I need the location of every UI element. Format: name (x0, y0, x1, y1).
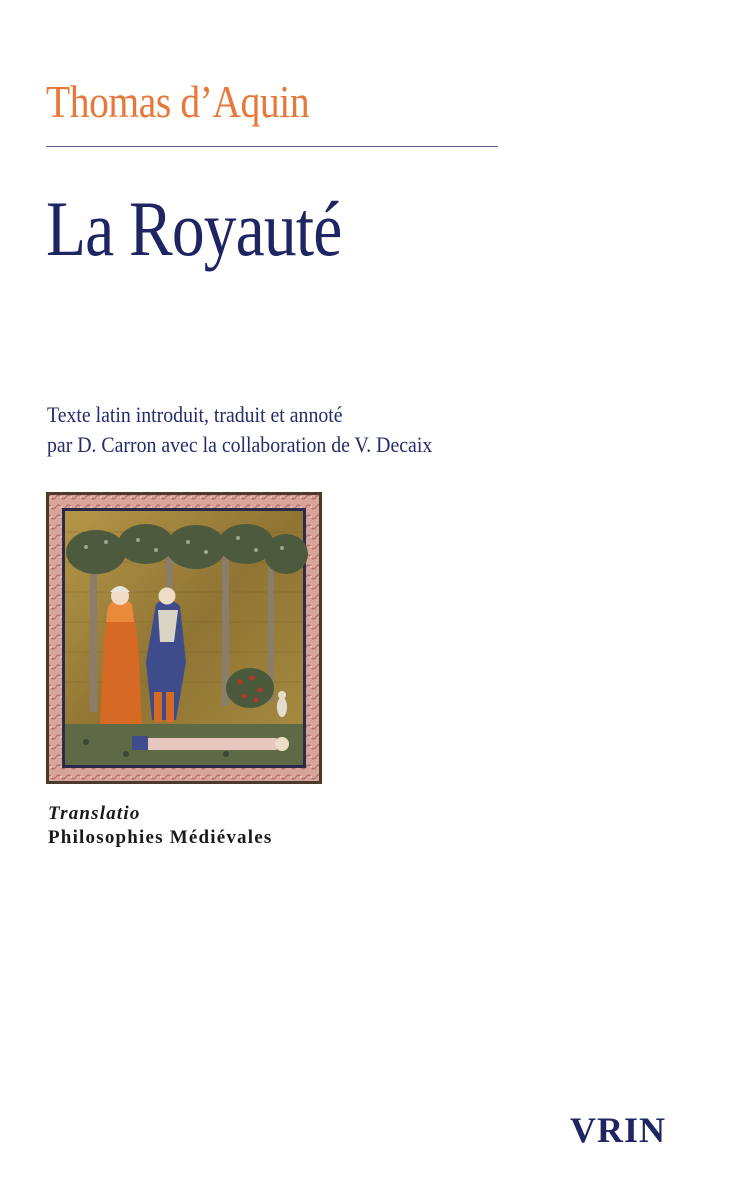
book-title: La Royauté (46, 185, 342, 272)
publisher-logo: VRIN (570, 1110, 667, 1150)
credits-line: Texte latin introduit, traduit et annoté (47, 402, 343, 427)
medieval-miniature-image (46, 492, 322, 784)
series-subtitle: Philosophies Médiévales (48, 827, 273, 848)
credits-line: par D. Carron avec la collaboration de V. Decaix (47, 432, 433, 457)
title-divider (46, 146, 498, 147)
credits-block (47, 400, 432, 460)
cover-illustration (46, 492, 322, 784)
series-block (48, 802, 272, 850)
series-name: Translatio (48, 803, 141, 824)
author-name: Thomas d’Aquin (46, 76, 310, 127)
